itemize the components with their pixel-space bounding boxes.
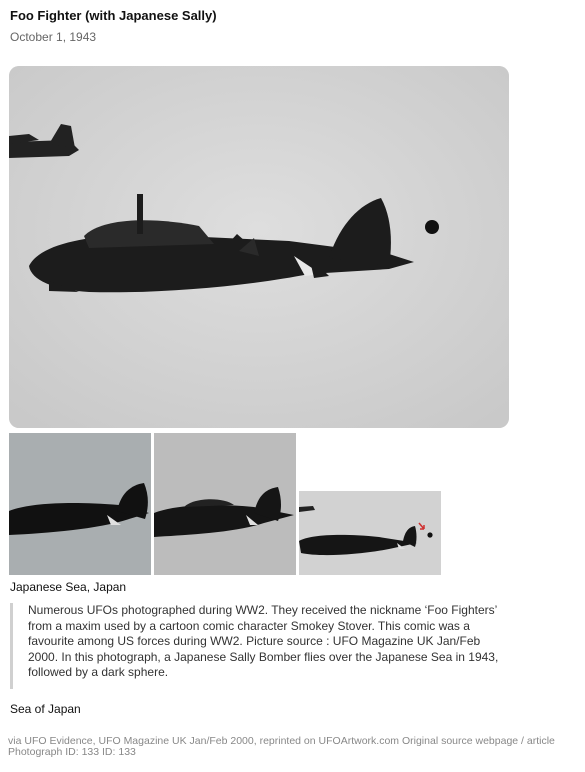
footer-sep-1: , [92,735,96,747]
original-source-link[interactable]: Original source webpage / article [401,735,555,747]
id-label: ID: [102,746,116,758]
footer-credits [8,736,583,758]
thumbnail-2-image [154,433,296,575]
dark-sphere [425,220,439,234]
thumbnail-3-image [299,491,441,575]
id-value: 133 [118,746,136,758]
thumbnail-3[interactable] [299,491,441,575]
photo-id-label: Photograph ID: [8,746,79,758]
main-photo[interactable] [9,66,509,428]
main-photo-image [9,66,509,428]
location-label: Japanese Sea, Japan [10,580,127,594]
description-text: Numerous UFOs photographed during WW2. They received the nickname ‘Foo Fighters’ from a maxim used by a cartoon comic character Smokey Stover. This comic was a favourite among US forces during WW2. Picture source : UFO Magazine UK Jan/Feb 2000. In this photograph, a Japanese Sally Bomber flies over the Japanese Sea in 1943, followed by a dark sphere. [28,603,499,679]
date: October 1, 1943 [10,30,97,44]
source-link-ufo-magazine[interactable]: UFO Magazine UK Jan/Feb 2000 [98,735,254,747]
region-label: Sea of Japan [10,702,81,716]
description-quote [10,603,510,689]
thumbnail-1[interactable] [9,433,151,575]
page-title: Foo Fighter (with Japanese Sally) [10,8,217,23]
source-link-ufo-evidence[interactable]: UFO Evidence [24,735,93,747]
thumbnail-1-image [9,433,151,575]
footer-via: via [8,735,22,747]
source-link-ufoartwork[interactable]: UFOArtwork.com [318,735,400,747]
thumbnail-2[interactable] [154,433,296,575]
footer-sep-2: , reprinted on [253,735,316,747]
photo-id-value: 133 [81,746,100,758]
